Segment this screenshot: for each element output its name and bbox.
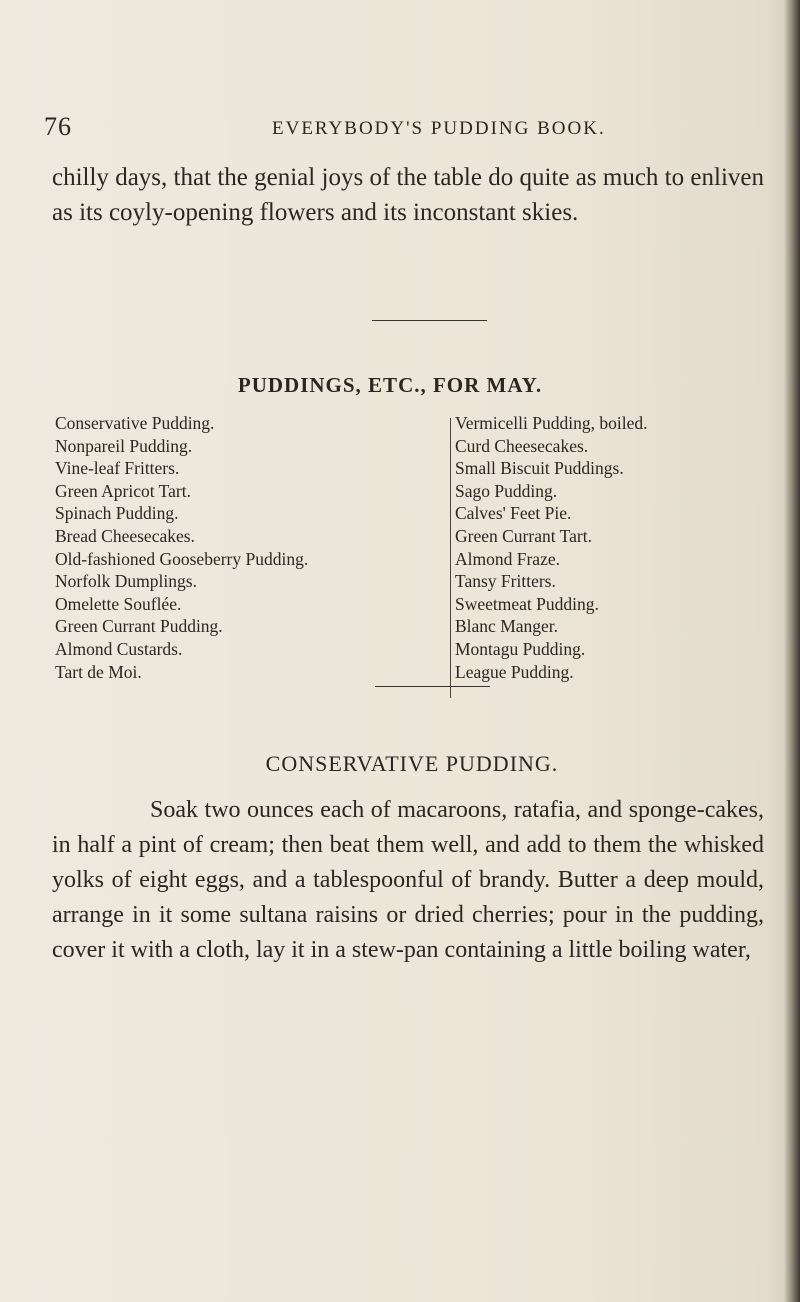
recipe-body: [52, 793, 764, 968]
menu-item: League Pudding.: [455, 661, 574, 682]
menu-item: Almond Fraze.: [455, 548, 560, 569]
menu-item: Green Apricot Tart.: [55, 480, 191, 501]
page-binding-edge: [784, 0, 800, 1302]
menu-item: Omelette Souflée.: [55, 593, 182, 614]
menu-item: Old-fashioned Gooseberry Pudding.: [55, 548, 309, 569]
menu-left-column: [55, 412, 445, 683]
column-divider: [450, 418, 451, 698]
menu-item: Curd Cheesecakes.: [455, 435, 589, 456]
intro-text: chilly days, that the genial joys of the table do quite as much to enliven as its coyly-opening flowers and its inconstant skies.: [52, 164, 764, 226]
menu-item: Calves' Feet Pie.: [455, 503, 572, 524]
recipe-text: Soak two ounces each of macaroons, ratafia, and sponge-cakes, in half a pint of cream; then beat them well, and add to them the whisked yolks of eight eggs, and a tablespoonful of brandy. Butter a deep mould, arrange in it some sultana raisins or dried cherries; pour in the pudding, cover it with a cloth, lay it in a stew-pan containing a little boiling water,: [52, 797, 764, 963]
recipe-title: CONSERVATIVE PUDDING.: [265, 751, 559, 776]
menu-right-column: [455, 412, 755, 683]
menu-item: Spinach Pudding.: [55, 503, 179, 524]
menu-item: Norfolk Dumplings.: [55, 571, 197, 592]
menu-item: Vermicelli Pudding, boiled.: [455, 413, 648, 433]
menu-item: Vine-leaf Fritters.: [55, 458, 180, 479]
menu-item: Green Currant Pudding.: [55, 616, 223, 637]
menu-item: Tart de Moi.: [55, 661, 142, 682]
running-head: [44, 112, 764, 152]
intro-paragraph: [52, 160, 764, 230]
menu-item: Sago Pudding.: [455, 480, 558, 501]
section-divider-rule: [372, 320, 487, 321]
menu-list: [55, 412, 755, 757]
page-number: 76: [44, 112, 72, 141]
section-divider-rule: [375, 686, 490, 687]
menu-item: Conservative Pudding.: [55, 413, 215, 433]
menu-item: Bread Cheesecakes.: [55, 525, 195, 546]
menu-item: Green Currant Tart.: [455, 525, 592, 546]
menu-item: Tansy Fritters.: [455, 571, 556, 592]
menu-section-title: PUDDINGS, ETC., FOR MAY.: [237, 373, 543, 397]
menu-item: Almond Custards.: [55, 638, 183, 659]
menu-item: Montagu Pudding.: [455, 638, 586, 659]
menu-item: Sweetmeat Pudding.: [455, 593, 599, 614]
menu-item: Blanc Manger.: [455, 616, 559, 637]
running-title: EVERYBODY'S PUDDING BOOK.: [272, 118, 606, 139]
menu-item: Small Biscuit Puddings.: [455, 458, 624, 479]
menu-item: Nonpareil Pudding.: [55, 435, 193, 456]
